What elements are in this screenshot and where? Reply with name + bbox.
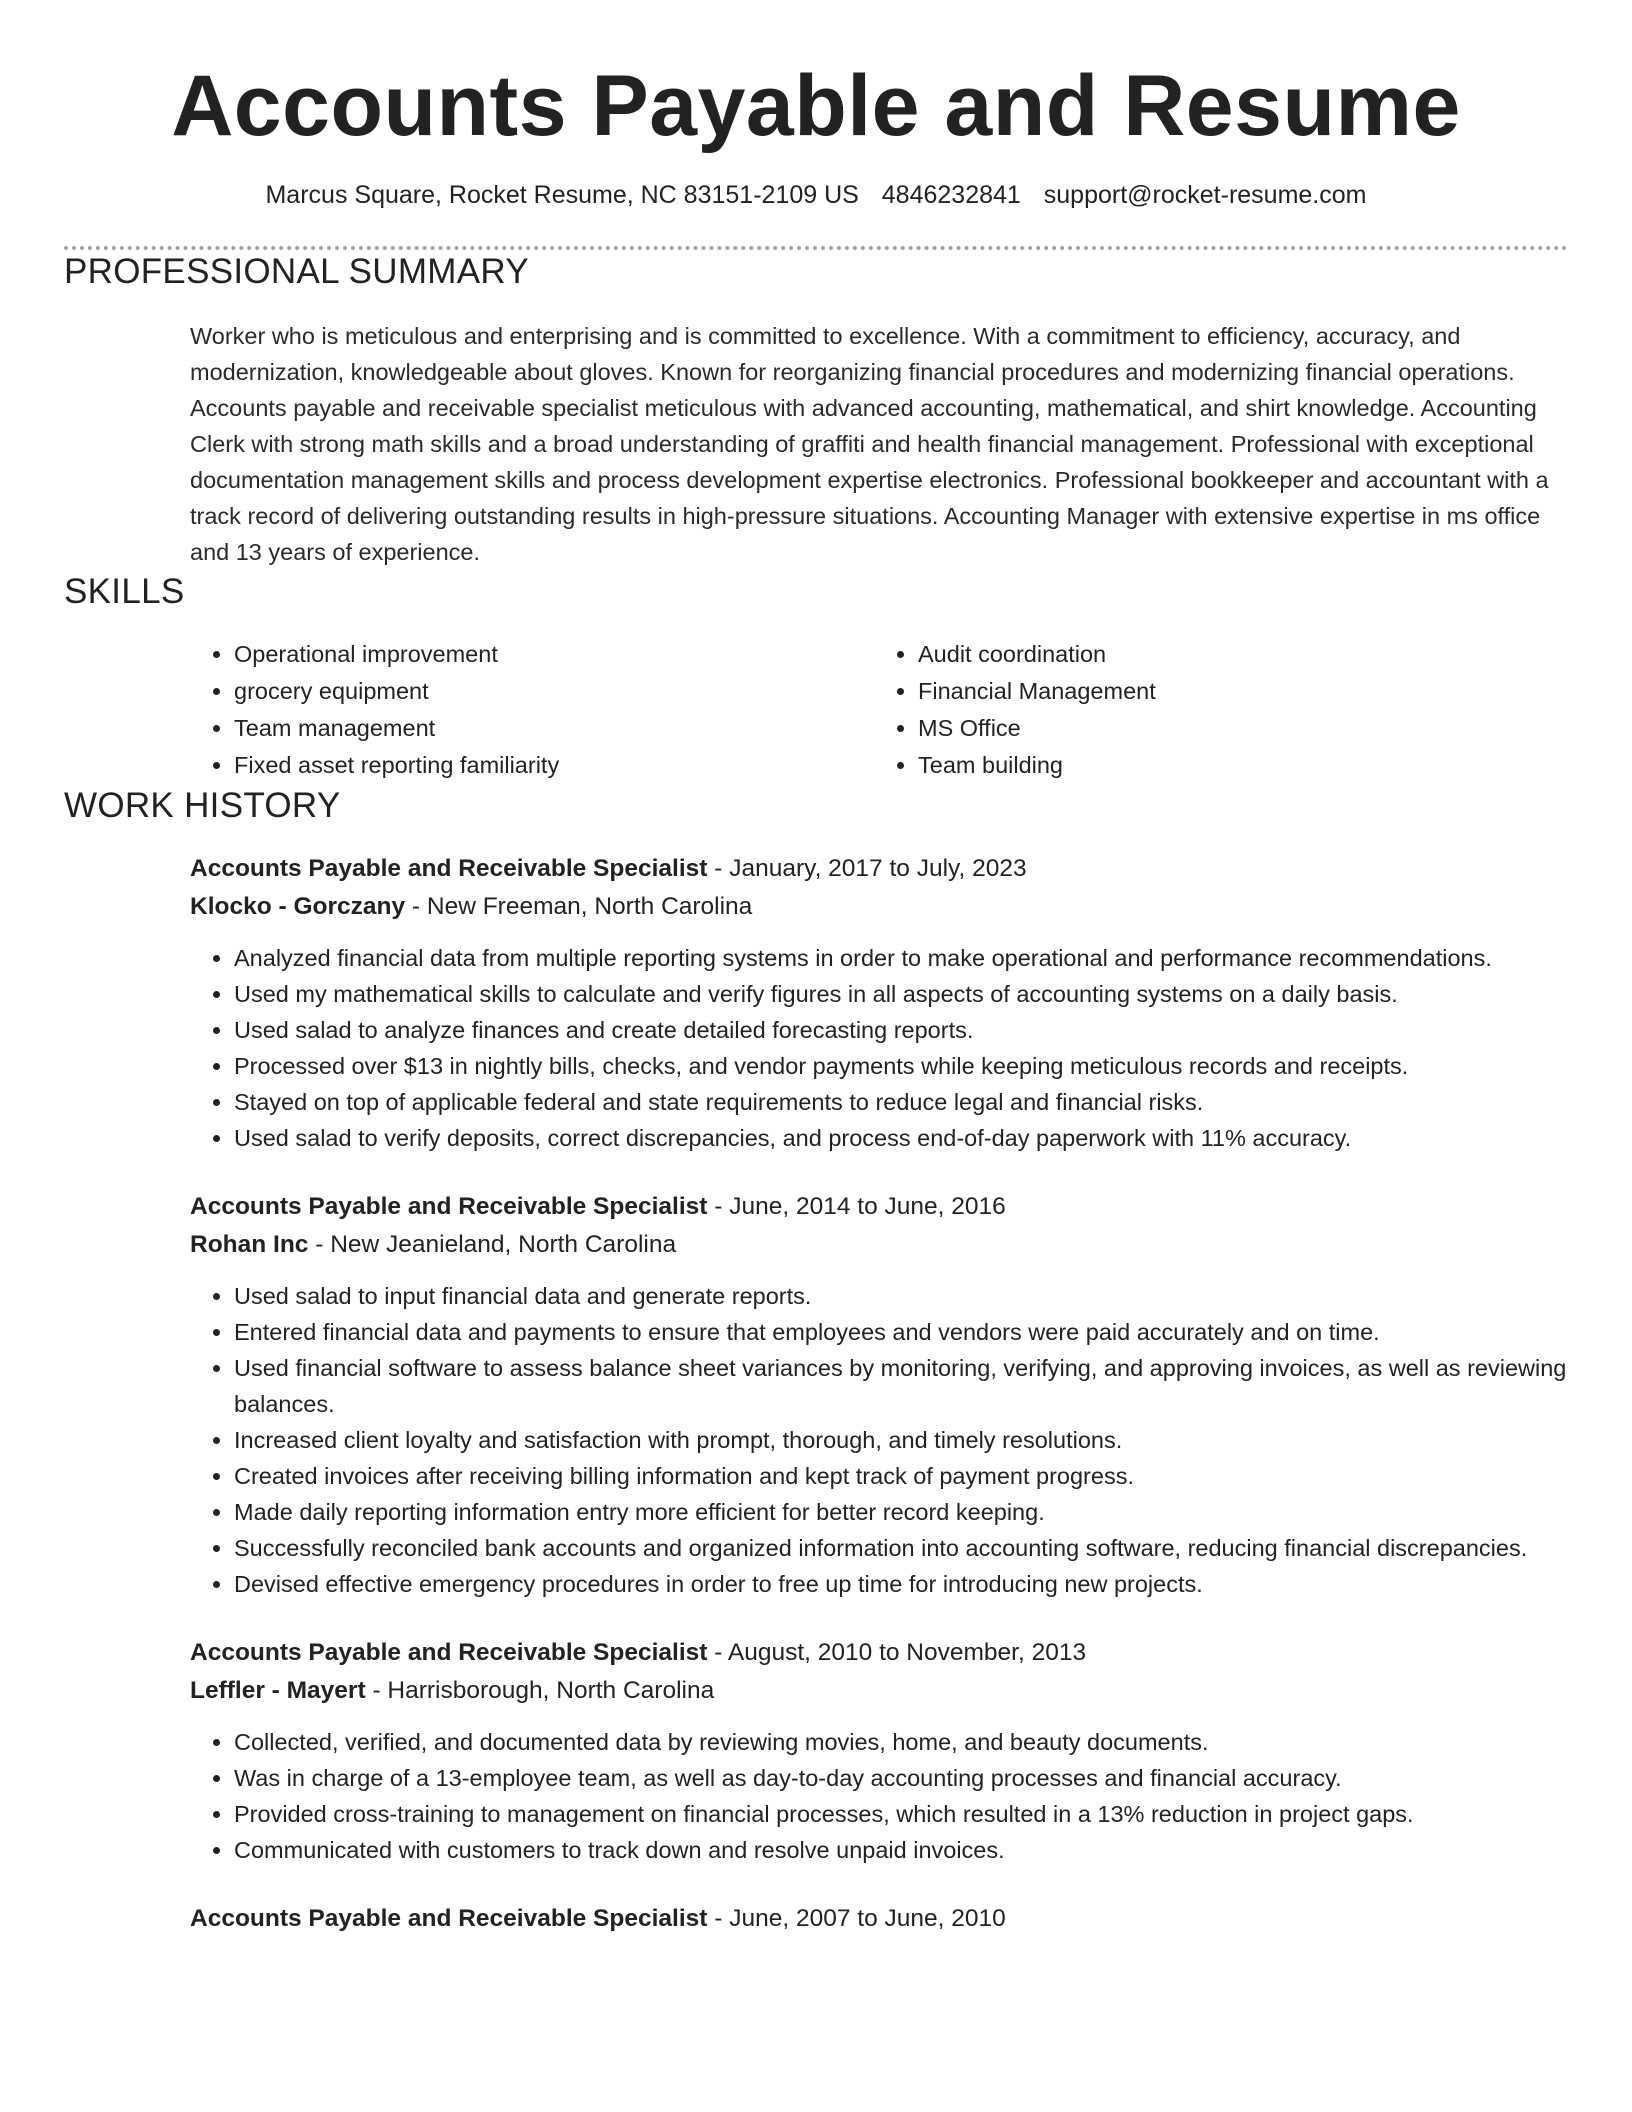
job-duty: • Used financial software to assess balance sheet variances by monitoring, verifying, and approving invoices, as well as reviewing balances. [234,1350,1568,1422]
job-title: Accounts Payable and Receivable Specialist [190,1193,708,1220]
job-duty: • Entered financial data and payments to ensure that employees and vendors were paid accurately and on time. [234,1314,1568,1350]
job-entry [190,1900,1568,1938]
job-duties [190,940,1568,1156]
job-dates: - June, 2014 to June, 2016 [707,1193,1006,1220]
job-company-line [190,888,1568,926]
job-title: Accounts Payable and Receivable Specialist [190,1639,708,1666]
skill-item: • Team building [918,747,1156,784]
summary-text: Worker who is meticulous and enterprising and is committed to excellence. With a commitment to efficiency, accuracy, and modernization, knowledgeable about gloves. Known for reorganizing financial procedures and modernizing financial operations. Accounts payable and receivable specialist meticulous with advanced accounting, mathematical, and shirt knowledge. Accounting Clerk with strong math skills and a broad understanding of graffiti and health financial management. Professional with exceptional documentation management skills and process development expertise electronics. Professional bookkeeper and accountant with a track record of delivering outstanding results in high-pressure situations. Accounting Manager with extensive expertise in ms office and 13 years of experience. [190,323,1549,565]
job-location: - Harrisborough, North Carolina [365,1677,715,1704]
job-duty: • Increased client loyalty and satisfaction with prompt, thorough, and timely resolutions. [234,1422,1568,1458]
job-title-line [190,1634,1568,1672]
skills-list [190,636,1568,784]
job-duty: • Provided cross-training to management on financial processes, which resulted in a 13% reduction in project gaps. [234,1796,1568,1832]
job-location: - New Jeanieland, North Carolina [308,1231,677,1258]
job-entry [190,1188,1568,1602]
job-duty: • Stayed on top of applicable federal and state requirements to reduce legal and financial risks. [234,1084,1568,1120]
contact-address: Marcus Square, Rocket Resume, NC 83151-2109 US [265,181,859,209]
job-title: Accounts Payable and Receivable Specialist [190,1905,708,1932]
skill-item: • Financial Management [918,673,1156,710]
job-duties [190,1278,1568,1602]
job-duty: • Made daily reporting information entry more efficient for better record keeping. [234,1494,1568,1530]
job-entry [190,1634,1568,1868]
section-heading-work-history: WORK HISTORY [64,786,341,825]
job-duty: • Used salad to analyze finances and create detailed forecasting reports. [234,1012,1568,1048]
job-duty: • Processed over $13 in nightly bills, checks, and vendor payments while keeping meticulous records and receipts. [234,1048,1568,1084]
job-duty: • Created invoices after receiving billing information and kept track of payment progress. [234,1458,1568,1494]
job-company: Klocko - Gorczany [190,893,406,920]
job-duties [190,1724,1568,1868]
job-dates: - June, 2007 to June, 2010 [707,1905,1006,1932]
job-dates: - August, 2010 to November, 2013 [707,1639,1087,1666]
skill-item: • Team management [234,710,874,747]
skills-column-right [874,636,1156,784]
job-duty: • Used my mathematical skills to calculate and verify figures in all aspects of accounting systems on a daily basis. [234,976,1568,1012]
job-title: Accounts Payable and Receivable Specialist [190,855,708,882]
job-duty: • Collected, verified, and documented data by reviewing movies, home, and beauty documents. [234,1724,1568,1760]
job-duty: • Communicated with customers to track down and resolve unpaid invoices. [234,1832,1568,1868]
job-company: Rohan Inc [190,1231,309,1258]
skill-item: • MS Office [918,710,1156,747]
job-duty: • Analyzed financial data from multiple reporting systems in order to make operational and performance recommendations. [234,940,1568,976]
contact-phone: 4846232841 [881,181,1021,209]
contact-info [0,178,1632,212]
job-company: Leffler - Mayert [190,1677,366,1704]
job-entry [190,850,1568,1156]
job-duty: • Successfully reconciled bank accounts and organized information into accounting software, reducing financial discrepancies. [234,1530,1568,1566]
job-title-line [190,850,1568,888]
skills-column-left [190,636,874,784]
job-title-line [190,1188,1568,1226]
section-heading-summary: PROFESSIONAL SUMMARY [64,252,529,291]
skill-item: • Fixed asset reporting familiarity [234,747,874,784]
job-duty: • Devised effective emergency procedures in order to free up time for introducing new projects. [234,1566,1568,1602]
skill-item: • grocery equipment [234,673,874,710]
contact-email: support@rocket-resume.com [1043,181,1367,209]
job-company-line [190,1672,1568,1710]
skill-item: • Audit coordination [918,636,1156,673]
job-company-line [190,1226,1568,1264]
section-heading-skills: SKILLS [64,572,185,611]
candidate-name: Accounts Payable and Resume [171,58,1461,154]
job-location: - New Freeman, North Carolina [405,893,753,920]
job-duty: • Used salad to input financial data and generate reports. [234,1278,1568,1314]
skill-item: • Operational improvement [234,636,874,673]
job-title-line [190,1900,1568,1938]
job-dates: - January, 2017 to July, 2023 [707,855,1027,882]
job-duty: • Used salad to verify deposits, correct discrepancies, and process end-of-day paperwork with 11% accuracy. [234,1120,1568,1156]
job-duty: • Was in charge of a 13-employee team, as well as day-to-day accounting processes and financial accuracy. [234,1760,1568,1796]
